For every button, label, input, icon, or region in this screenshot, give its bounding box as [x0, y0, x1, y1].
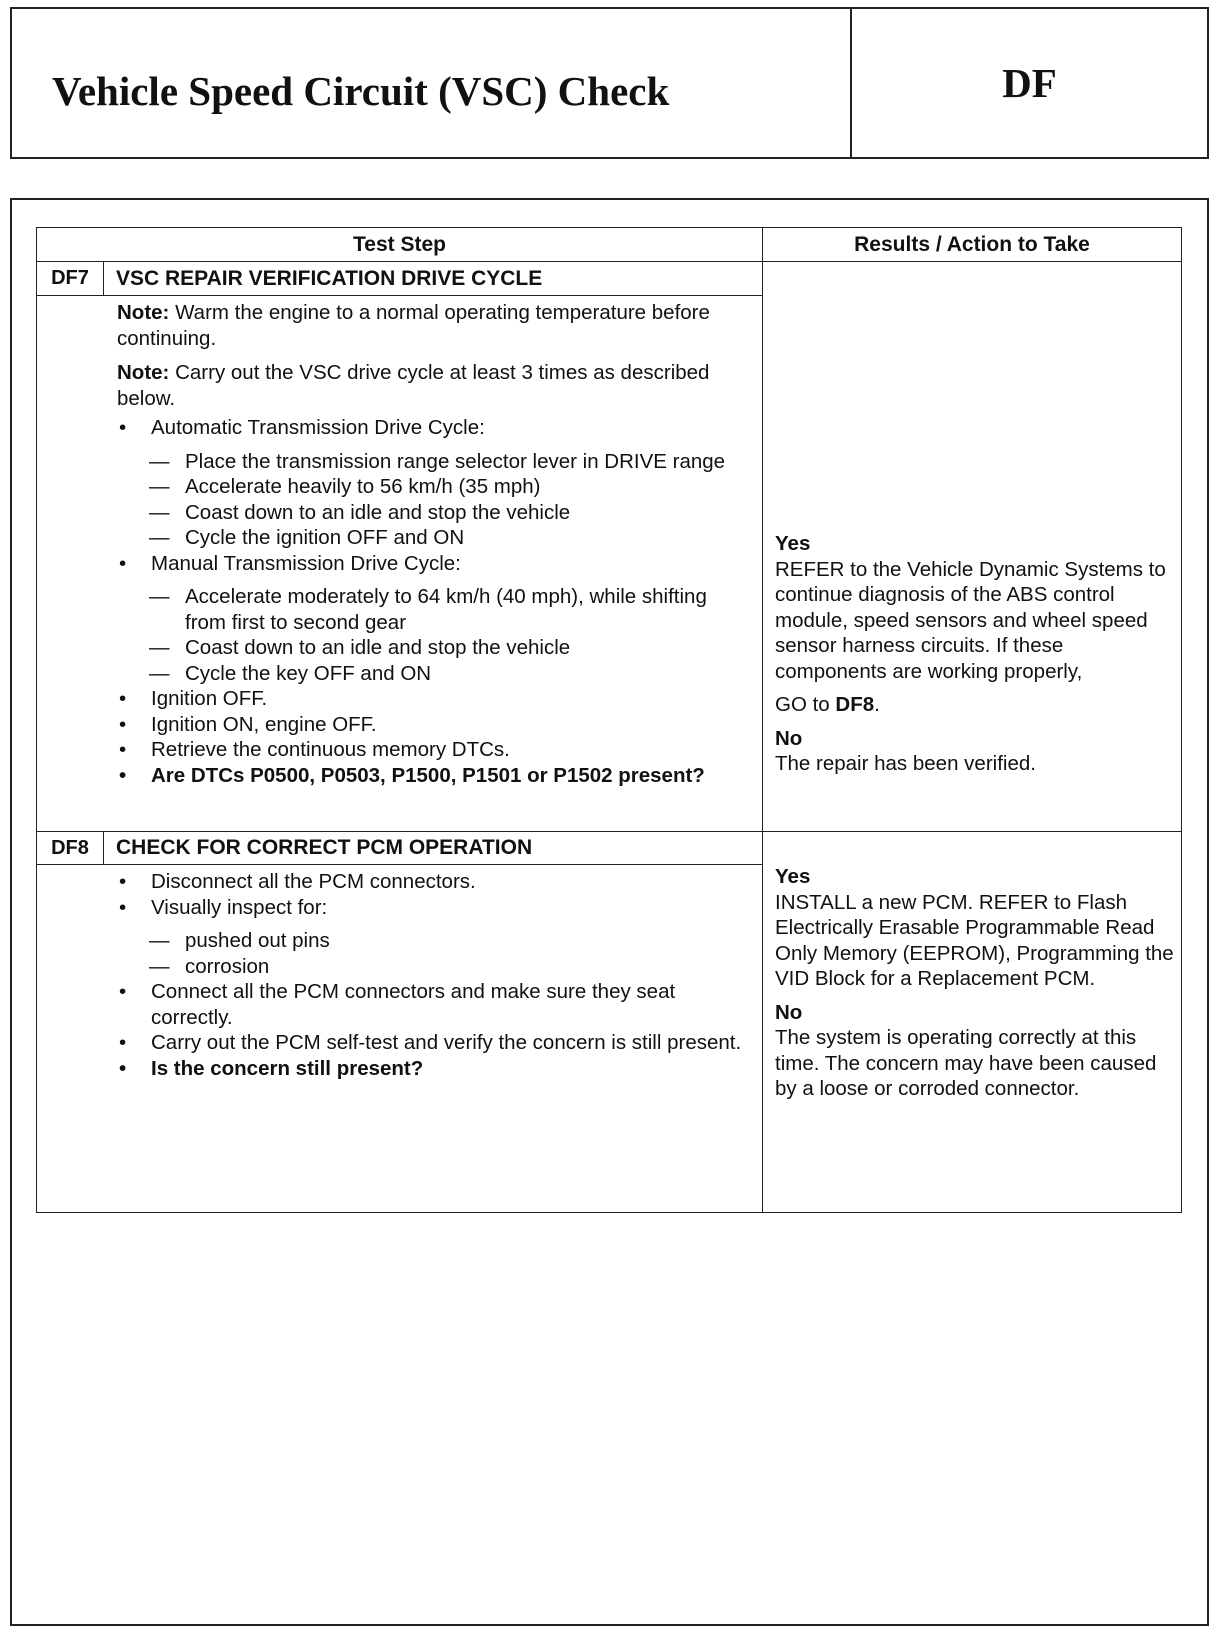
result-no-text: The system is operating correctly at this time. The concern may have been caused by a loose or corroded connector. — [775, 1026, 1157, 1100]
step-id-df7: DF7 — [36, 262, 103, 296]
title-box — [10, 7, 1209, 159]
section-code: DF — [1002, 60, 1057, 106]
result-no-label: No — [775, 1000, 803, 1024]
step-id-df8: DF8 — [36, 831, 103, 865]
result-goto: GO to DF8. — [775, 693, 880, 716]
list-item: — Coast down to an idle and stop the vehicle — [117, 635, 752, 661]
result-yes-text: INSTALL a new PCM. REFER to Flash Electrically Erasable Programmable Read Only Memory (EEPROM), Programming the VID Block for a Replacement PCM. — [775, 890, 1174, 990]
list-item: • Retrieve the continuous memory DTCs. — [117, 737, 752, 763]
list-item: • Automatic Transmission Drive Cycle: — [117, 415, 752, 441]
result-no-label: No — [775, 726, 803, 750]
list-item: — pushed out pins — [117, 928, 752, 954]
result-no-text: The repair has been verified. — [775, 752, 1036, 775]
page-title: Vehicle Speed Circuit (VSC) Check — [52, 68, 670, 114]
list-item: • Disconnect all the PCM connectors. — [117, 869, 752, 895]
list-item: • Carry out the PCM self-test and verify the concern is still present. — [117, 1030, 752, 1056]
list-item: • Ignition ON, engine OFF. — [117, 712, 752, 738]
note-1: Note: Warm the engine to a normal operating temperature before continuing. — [117, 301, 710, 350]
note-2: Note: Carry out the VSC drive cycle at least 3 times as described below. — [117, 361, 710, 410]
list-item: • Manual Transmission Drive Cycle: — [117, 551, 752, 577]
title-cell — [12, 9, 852, 157]
col-header-test-step: Test Step — [36, 227, 762, 262]
step-title-df8: CHECK FOR CORRECT PCM OPERATION — [103, 831, 762, 865]
list-item: — Cycle the key OFF and ON — [117, 661, 752, 687]
results-df7 — [762, 262, 1182, 831]
goto-step-link: DF8 — [835, 693, 875, 716]
test-step-table — [36, 227, 1182, 1213]
result-yes-text: REFER to the Vehicle Dynamic Systems to continue diagnosis of the ABS control module, speed sensors and wheel speed sensor harness circuits. If these components are working properly, — [775, 557, 1166, 683]
step-question: • Are DTCs P0500, P0503, P1500, P1501 or P1502 present? — [117, 763, 752, 789]
list-item: — corrosion — [117, 954, 752, 980]
list-item: — Place the transmission range selector lever in DRIVE range — [117, 449, 752, 475]
list-item: • Connect all the PCM connectors and make sure they seat correctly. — [117, 979, 752, 1030]
results-df8 — [762, 831, 1182, 1213]
result-yes-label: Yes — [775, 865, 811, 888]
list-item: — Coast down to an idle and stop the vehicle — [117, 500, 752, 526]
step-question: • Is the concern still present? — [117, 1056, 752, 1082]
list-item: • Ignition OFF. — [117, 686, 752, 712]
list-item: — Cycle the ignition OFF and ON — [117, 525, 752, 551]
list-item: — Accelerate moderately to 64 km/h (40 mph), while shifting from first to second gear — [117, 584, 752, 635]
list-item: — Accelerate heavily to 56 km/h (35 mph) — [117, 474, 752, 500]
step-title-df7: VSC REPAIR VERIFICATION DRIVE CYCLE — [103, 262, 762, 296]
col-header-results: Results / Action to Take — [762, 227, 1182, 262]
step-body-df8 — [36, 865, 762, 1213]
list-item: • Visually inspect for: — [117, 895, 752, 921]
step-body-df7 — [36, 296, 762, 831]
result-yes-label: Yes — [775, 532, 811, 555]
